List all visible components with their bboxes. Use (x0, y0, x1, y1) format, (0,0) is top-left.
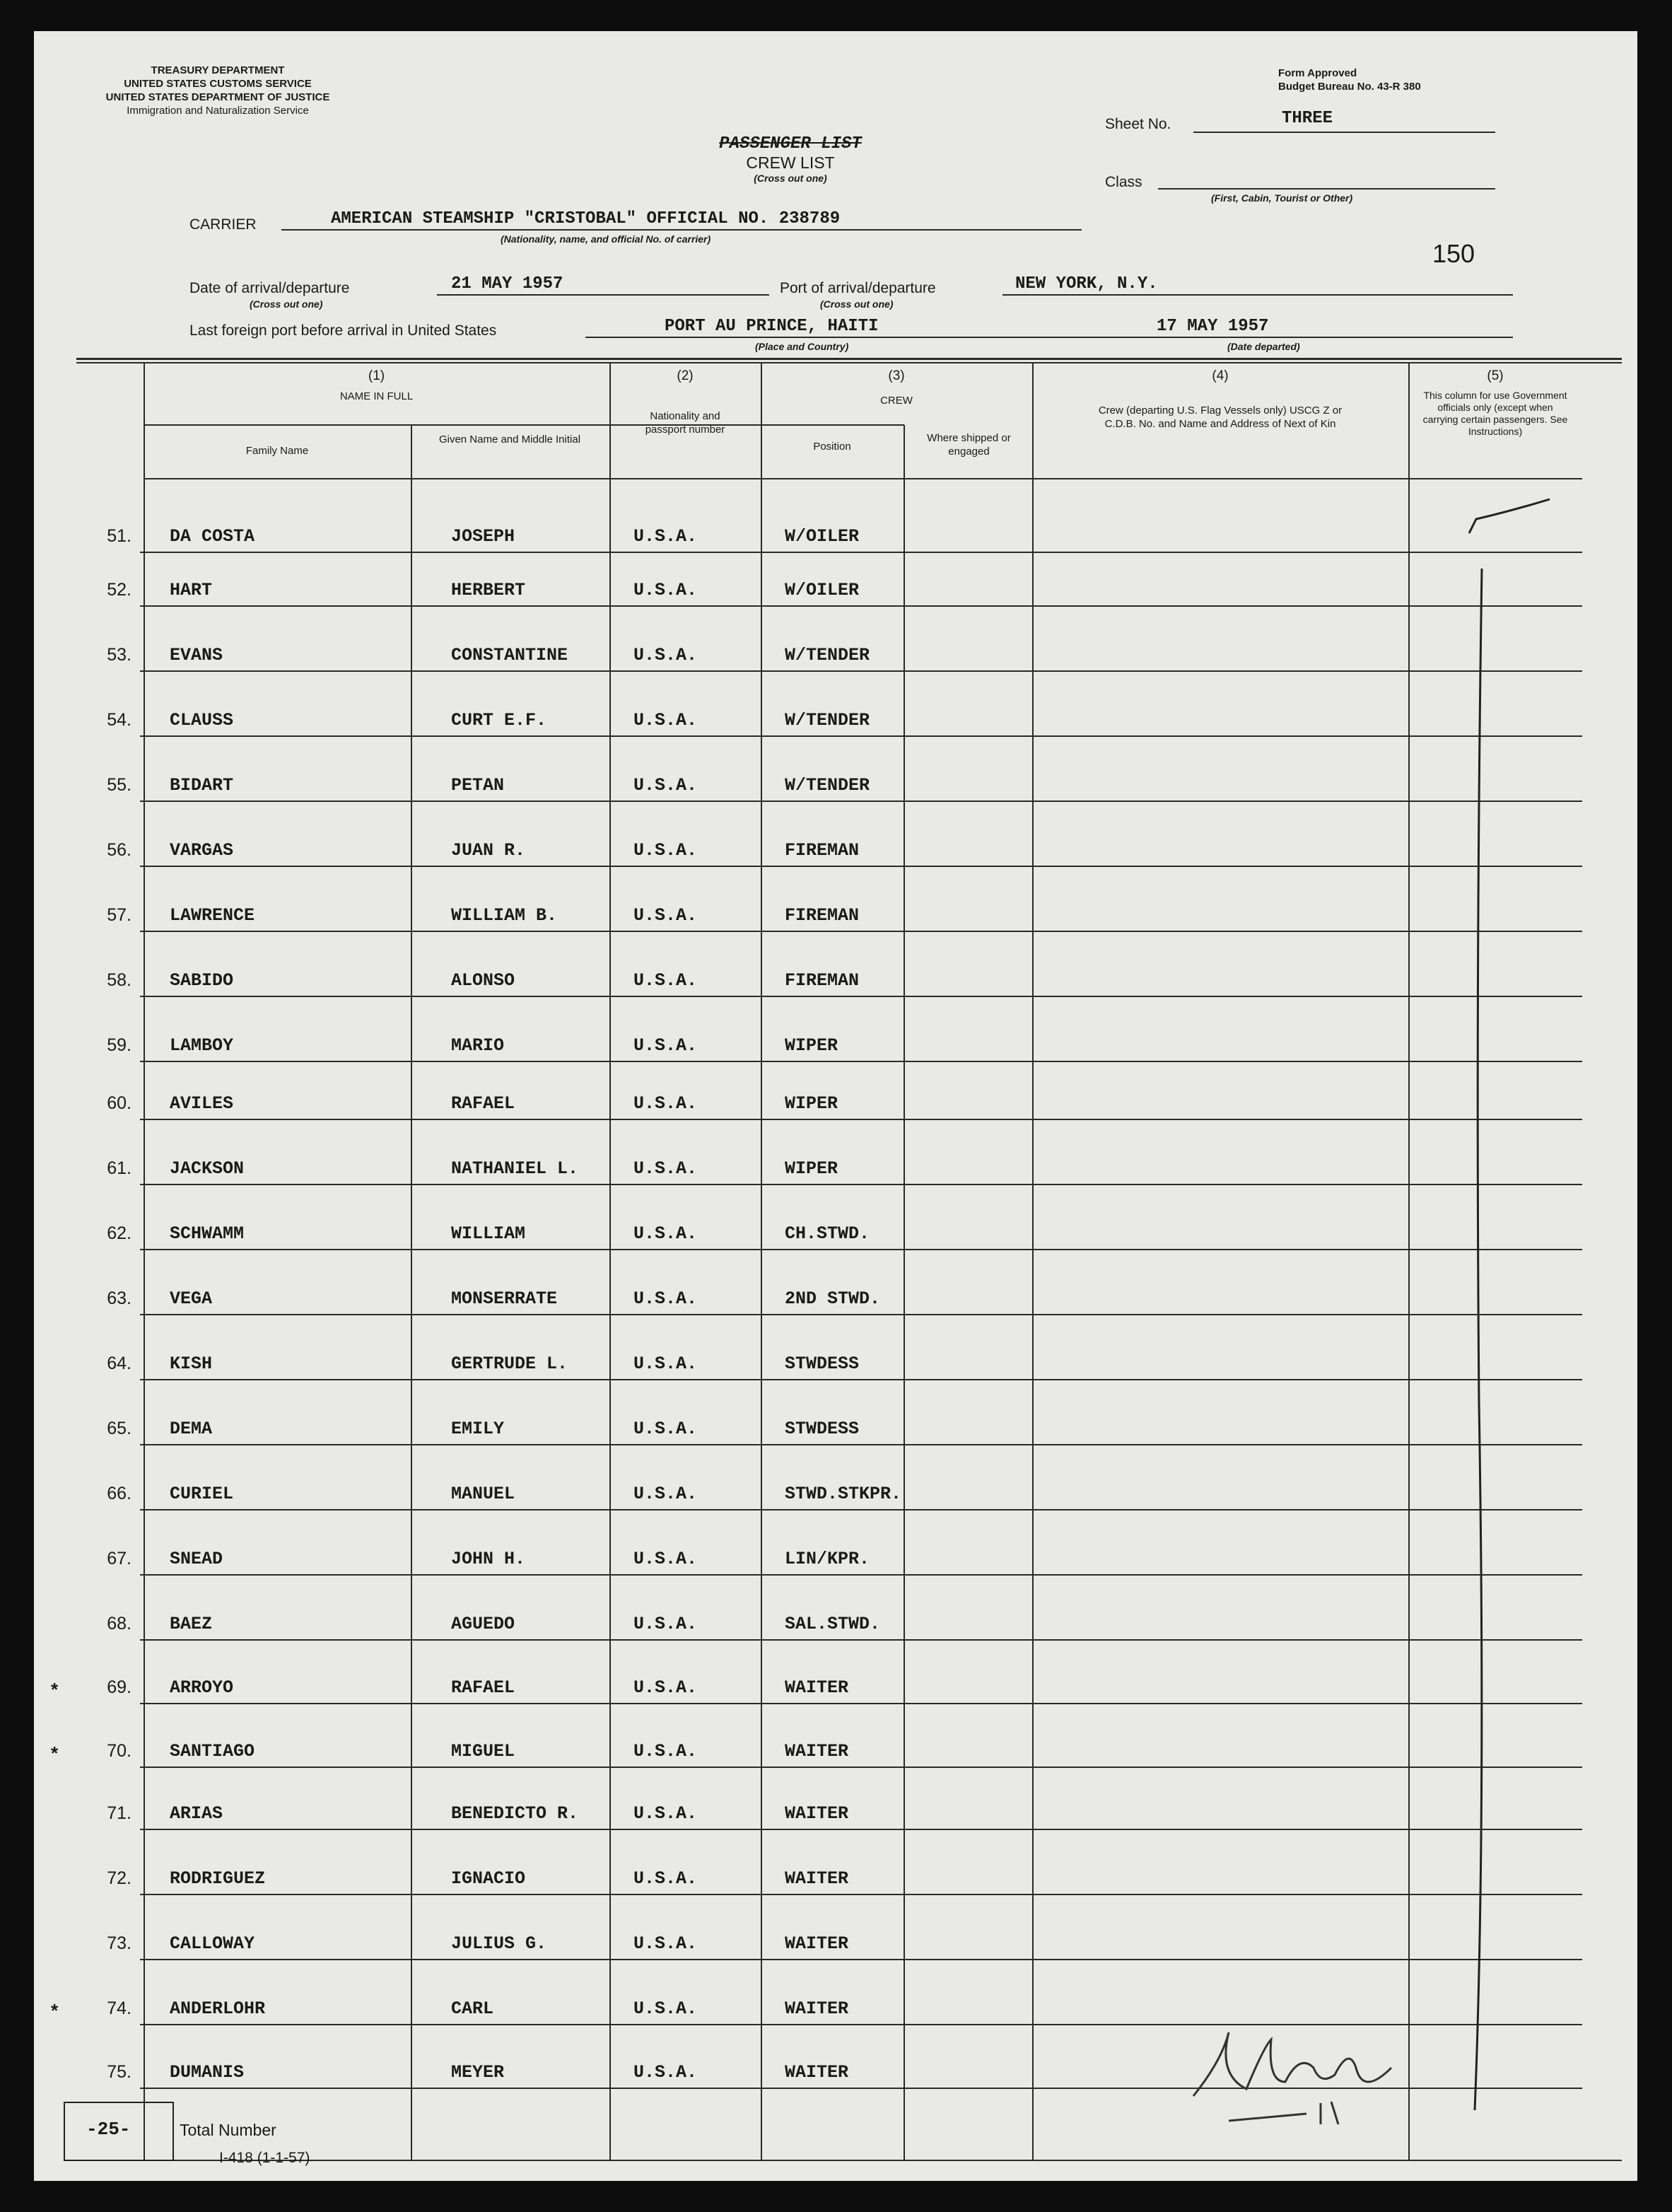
family-name: CURIEL (170, 1484, 234, 1504)
given-name: CURT E.F. (451, 710, 547, 730)
nationality: U.S.A. (633, 1998, 698, 2019)
col4-heading (1032, 369, 1408, 431)
date-departed-value: 17 MAY 1957 (1157, 317, 1269, 336)
col4-title: Crew (departing U.S. Flag Vessels only) USCG Z or C.D.B. No. and Name and Address of Next of Kin (1098, 404, 1343, 430)
col-line-4 (904, 425, 905, 2160)
row-number: 52. (107, 580, 131, 600)
carrier-note: (Nationality, name, and official No. of carrier) (501, 233, 711, 245)
date-underline (437, 294, 769, 296)
dept-line-2: UNITED STATES CUSTOMS SERVICE (124, 78, 312, 90)
col5-number: (5) (1487, 368, 1504, 383)
family-name: VARGAS (170, 840, 234, 861)
row-number: 66. (107, 1484, 131, 1503)
col-line-0 (144, 363, 145, 2160)
row-rule (140, 1959, 1582, 1960)
family-name: SABIDO (170, 970, 234, 991)
given-name: CONSTANTINE (451, 645, 568, 665)
port-cross-note: (Cross out one) (820, 298, 894, 310)
position: W/TENDER (785, 645, 870, 665)
given-name: BENEDICTO R. (451, 1803, 579, 1824)
nationality: U.S.A. (633, 1223, 698, 1244)
position: FIREMAN (785, 840, 860, 861)
family-name: BIDART (170, 775, 234, 796)
col2-title: Nationality and passport number (645, 410, 725, 436)
carrier-label: CARRIER (189, 216, 257, 233)
last-port-label: Last foreign port before arrival in United States (189, 322, 497, 339)
col3b-heading: Where shipped or engaged (927, 432, 1011, 458)
col-line-5 (1032, 363, 1034, 2160)
nationality: U.S.A. (633, 1677, 698, 1698)
col2-number: (2) (677, 368, 694, 383)
family-name: LAWRENCE (170, 905, 255, 926)
nationality: U.S.A. (633, 526, 698, 547)
position: STWDESS (785, 1354, 860, 1374)
passenger-list-crossed: PASSENGER LIST (719, 134, 862, 153)
family-name: DEMA (170, 1419, 213, 1439)
family-name: SCHWAMM (170, 1223, 245, 1244)
row-rule (140, 1509, 1582, 1510)
row-rule (140, 801, 1582, 802)
family-name: LAMBOY (170, 1035, 234, 1056)
nationality: U.S.A. (633, 1158, 698, 1179)
col1-title: NAME IN FULL (339, 390, 414, 402)
given-name: MEYER (451, 2062, 505, 2083)
row-number: 69. (107, 1677, 131, 1697)
family-name: ANDERLOHR (170, 1998, 266, 2019)
row-rule (140, 735, 1582, 737)
nationality: U.S.A. (633, 1093, 698, 1114)
position: WIPER (785, 1158, 838, 1179)
nationality: U.S.A. (633, 1614, 698, 1634)
position: STWD.STKPR. (785, 1484, 902, 1504)
nationality: U.S.A. (633, 840, 698, 861)
nationality: U.S.A. (633, 970, 698, 991)
given-name: MARIO (451, 1035, 505, 1056)
position: WAITER (785, 1868, 849, 1889)
row-mark: * (51, 1742, 59, 1764)
date-departed-underline (1070, 337, 1513, 338)
nationality: U.S.A. (633, 1288, 698, 1309)
given-name: RAFAEL (451, 1093, 515, 1114)
total-box (64, 2102, 174, 2161)
row-number: 63. (107, 1288, 131, 1308)
nationality: U.S.A. (633, 1868, 698, 1889)
row-mark: * (51, 1679, 59, 1700)
table-top-rule (76, 358, 1622, 360)
form-id: I-418 (1-1-57) (219, 2150, 310, 2166)
family-name: KISH (170, 1354, 213, 1374)
row-number: 54. (107, 710, 131, 730)
family-name: DA COSTA (170, 526, 255, 547)
position: W/TENDER (785, 710, 870, 730)
row-number: 59. (107, 1035, 131, 1055)
given-name: WILLIAM (451, 1223, 526, 1244)
dept-line-4: Immigration and Naturalization Service (127, 105, 309, 117)
budget-bureau: Budget Bureau No. 43-R 380 (1278, 81, 1421, 93)
position: STWDESS (785, 1419, 860, 1439)
row-number: 71. (107, 1803, 131, 1823)
row-rule (140, 1703, 1582, 1704)
given-name: HERBERT (451, 580, 526, 600)
position: W/OILER (785, 580, 860, 600)
position: 2ND STWD. (785, 1288, 881, 1309)
position: WAITER (785, 1933, 849, 1954)
nationality: U.S.A. (633, 1484, 698, 1504)
sheet-value: THREE (1282, 109, 1333, 128)
port-value: NEW YORK, N.Y. (1015, 274, 1158, 293)
family-name: ARIAS (170, 1803, 223, 1824)
position: W/OILER (785, 526, 860, 547)
given-name: RAFAEL (451, 1677, 515, 1698)
agency-block (62, 64, 373, 117)
position: WAITER (785, 1803, 849, 1824)
nationality: U.S.A. (633, 1354, 698, 1374)
row-rule (140, 1894, 1582, 1895)
position: FIREMAN (785, 970, 860, 991)
row-rule (140, 1184, 1582, 1185)
family-name: ARROYO (170, 1677, 234, 1698)
total-label: Total Number (180, 2121, 276, 2139)
dept-line-1: TREASURY DEPARTMENT (151, 64, 285, 76)
row-rule (140, 1249, 1582, 1250)
family-name: JACKSON (170, 1158, 245, 1179)
row-number: 51. (107, 526, 131, 546)
row-rule (140, 552, 1582, 553)
class-note: (First, Cabin, Tourist or Other) (1211, 192, 1353, 204)
last-port-value: PORT AU PRINCE, HAITI (665, 317, 879, 336)
position: CH.STWD. (785, 1223, 870, 1244)
row-rule (140, 931, 1582, 932)
position: WAITER (785, 1998, 849, 2019)
position: WAITER (785, 2062, 849, 2083)
given-name: WILLIAM B. (451, 905, 558, 926)
row-number: 53. (107, 645, 131, 665)
position: WIPER (785, 1035, 838, 1056)
row-number: 72. (107, 1868, 131, 1888)
row-rule (140, 1444, 1582, 1445)
carrier-underline (281, 229, 1082, 231)
given-name: AGUEDO (451, 1614, 515, 1634)
given-name: MONSERRATE (451, 1288, 558, 1309)
given-name: IGNACIO (451, 1868, 526, 1889)
official-signature (1179, 2018, 1420, 2131)
table-top-rule-2 (76, 362, 1622, 363)
nationality: U.S.A. (633, 710, 698, 730)
given-name: JOSEPH (451, 526, 515, 547)
crew-list-title: CREW LIST (746, 153, 835, 172)
family-name: BAEZ (170, 1614, 213, 1634)
row-number: 57. (107, 905, 131, 925)
given-name: MIGUEL (451, 1741, 515, 1762)
row-rule (140, 866, 1582, 867)
col3a-heading: Position (813, 441, 851, 453)
row-number: 64. (107, 1354, 131, 1373)
check-mark-icon (1408, 484, 1585, 2138)
header-bottom-rule (144, 478, 1582, 479)
row-number: 62. (107, 1223, 131, 1243)
given-name: CARL (451, 1998, 494, 2019)
position: WAITER (785, 1741, 849, 1762)
given-name: JUAN R. (451, 840, 526, 861)
family-name: CLAUSS (170, 710, 234, 730)
col5-heading (1408, 369, 1582, 438)
row-number: 65. (107, 1419, 131, 1438)
row-mark: * (51, 2000, 59, 2021)
header-divider-1 (144, 424, 904, 426)
row-number: 70. (107, 1741, 131, 1761)
row-rule (140, 605, 1582, 607)
col-line-2 (609, 363, 611, 2160)
family-name: HART (170, 580, 213, 600)
row-rule (140, 1061, 1582, 1062)
position: WIPER (785, 1093, 838, 1114)
row-rule (140, 996, 1582, 997)
cross-out-note: (Cross out one) (754, 173, 827, 184)
row-rule (140, 1639, 1582, 1641)
given-name: JULIUS G. (451, 1933, 547, 1954)
row-number: 67. (107, 1549, 131, 1568)
given-name: GERTRUDE L. (451, 1354, 568, 1374)
carrier-value: AMERICAN STEAMSHIP "CRISTOBAL" OFFICIAL NO. 238789 (331, 209, 841, 228)
nationality: U.S.A. (633, 1419, 698, 1439)
dept-line-3: UNITED STATES DEPARTMENT OF JUSTICE (105, 91, 330, 103)
row-number: 55. (107, 775, 131, 795)
date-departed-note: (Date departed) (1227, 341, 1300, 352)
position: LIN/KPR. (785, 1549, 870, 1569)
row-number: 75. (107, 2062, 131, 2082)
given-name: PETAN (451, 775, 505, 796)
col3-heading (761, 369, 1032, 407)
col1-number: (1) (368, 368, 385, 383)
position: FIREMAN (785, 905, 860, 926)
port-underline (1002, 294, 1513, 296)
nationality: U.S.A. (633, 775, 698, 796)
col1-heading (144, 369, 609, 403)
nationality: U.S.A. (633, 645, 698, 665)
col1a-heading: Family Name (245, 445, 309, 457)
row-rule (140, 1314, 1582, 1315)
given-name: NATHANIEL L. (451, 1158, 579, 1179)
position: W/TENDER (785, 775, 870, 796)
sheet-underline (1193, 132, 1495, 133)
sheet-label: Sheet No. (1105, 116, 1171, 132)
port-label: Port of arrival/departure (780, 280, 936, 296)
class-label: Class (1105, 174, 1142, 190)
given-name: JOHN H. (451, 1549, 526, 1569)
family-name: EVANS (170, 645, 223, 665)
form-approved: Form Approved (1278, 67, 1357, 79)
row-number: 74. (107, 1998, 131, 2018)
date-value: 21 MAY 1957 (451, 274, 563, 293)
given-name: MANUEL (451, 1484, 515, 1504)
row-rule (140, 1379, 1582, 1380)
family-name: SANTIAGO (170, 1741, 255, 1762)
last-port-underline (585, 337, 1082, 338)
row-rule (140, 1119, 1582, 1120)
col4-number: (4) (1212, 368, 1229, 383)
col-line-3 (761, 363, 762, 2160)
nationality: U.S.A. (633, 1741, 698, 1762)
budget-block (1278, 66, 1421, 93)
col2-heading (609, 369, 761, 436)
position: WAITER (785, 1677, 849, 1698)
nationality: U.S.A. (633, 1803, 698, 1824)
document-page (34, 31, 1637, 2181)
row-number: 73. (107, 1933, 131, 1953)
col5-title: This column for use Government officials only (except when carrying certain passengers. See Instructions) (1422, 390, 1568, 437)
family-name: CALLOWAY (170, 1933, 255, 1954)
family-name: AVILES (170, 1093, 234, 1114)
col3-title: CREW (880, 395, 913, 407)
nationality: U.S.A. (633, 2062, 698, 2083)
row-rule (140, 1829, 1582, 1830)
nationality: U.S.A. (633, 905, 698, 926)
row-number: 61. (107, 1158, 131, 1178)
last-port-note: (Place and Country) (755, 341, 849, 352)
row-number: 60. (107, 1093, 131, 1113)
given-name: EMILY (451, 1419, 505, 1439)
total-value: -25- (86, 2119, 131, 2140)
nationality: U.S.A. (633, 1933, 698, 1954)
col1b-heading: Given Name and Middle Initial (438, 433, 581, 446)
row-number: 68. (107, 1614, 131, 1634)
list-title-block (684, 134, 896, 184)
family-name: RODRIGUEZ (170, 1868, 266, 1889)
row-rule (140, 670, 1582, 672)
family-name: SNEAD (170, 1549, 223, 1569)
row-number: 58. (107, 970, 131, 990)
col3-number: (3) (888, 368, 905, 383)
given-name: ALONSO (451, 970, 515, 991)
class-underline (1158, 188, 1495, 190)
nationality: U.S.A. (633, 1549, 698, 1569)
family-name: DUMANIS (170, 2062, 245, 2083)
nationality: U.S.A. (633, 580, 698, 600)
date-label: Date of arrival/departure (189, 280, 350, 296)
date-cross-note: (Cross out one) (250, 298, 323, 310)
family-name: VEGA (170, 1288, 213, 1309)
nationality: U.S.A. (633, 1035, 698, 1056)
col-line-1 (411, 425, 412, 2160)
row-rule (140, 1766, 1582, 1768)
stamp-number: 150 (1432, 239, 1475, 268)
row-number: 56. (107, 840, 131, 860)
row-rule (140, 1574, 1582, 1576)
position: SAL.STWD. (785, 1614, 881, 1634)
